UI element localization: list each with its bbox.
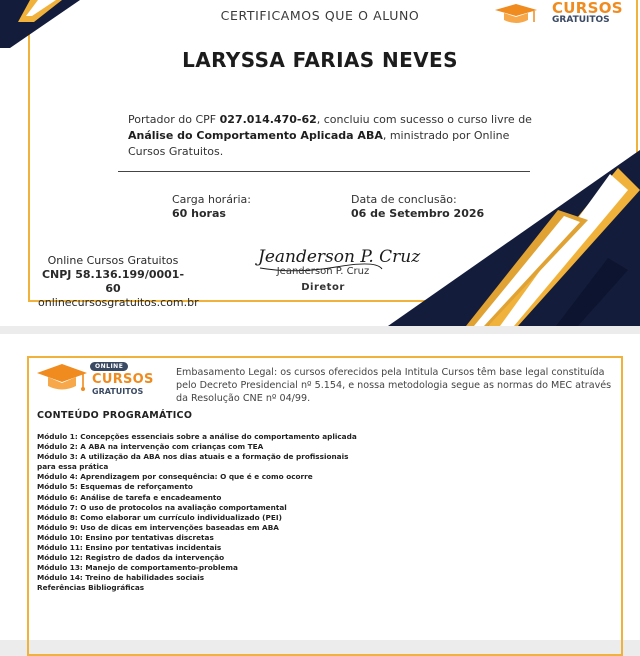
issuer-name: Online Cursos Gratuitos xyxy=(47,254,179,267)
body-middle: , concluiu com sucesso o curso livre de xyxy=(316,113,532,126)
date-label: Data de conclusão: xyxy=(351,193,457,206)
logo-gratuitos-text: GRATUITOS xyxy=(552,15,610,25)
issuer-block xyxy=(38,254,199,310)
svg-text:Jeanderson P. Cruz: Jeanderson P. Cruz xyxy=(258,247,421,267)
certificate-body xyxy=(128,112,538,160)
divider xyxy=(118,171,530,172)
course-name: Análise do Comportamento Aplicada ABA xyxy=(128,129,383,142)
logo-cursos-text: CURSOS xyxy=(552,0,623,17)
issuer-cnpj: CNPJ 58.136.199/0001-60 xyxy=(41,268,185,295)
logo-cursos-text: CURSOS xyxy=(92,372,154,387)
module-item: Módulo 12: Registro de dados da intervenção xyxy=(37,553,225,563)
logo-gratuitos-text: GRATUITOS xyxy=(92,387,144,396)
date-value: 06 de Setembro 2026 xyxy=(351,207,485,220)
module-item: Referências Bibliográficas xyxy=(37,583,145,593)
student-name: LARYSSA FARIAS NEVES xyxy=(182,48,458,72)
module-item: Módulo 7: O uso de protocolos na avaliação comportamental xyxy=(37,502,287,512)
certificate-page xyxy=(0,0,640,326)
issuer-website: onlinecursosgratuitos.com.br xyxy=(38,296,199,309)
program-page xyxy=(0,334,640,640)
module-item: Módulo 9: Uso de dicas em intervenções baseadas em ABA xyxy=(37,522,279,532)
module-list xyxy=(37,432,367,594)
program-logo xyxy=(36,360,156,400)
program-heading: CONTEÚDO PROGRAMÁTICO xyxy=(37,410,193,421)
signer-role: Diretor xyxy=(301,282,345,293)
body-suffix: , ministrado por Online Cursos Gratuitos. xyxy=(128,129,510,158)
body-prefix: Portador do CPF xyxy=(128,113,220,126)
module-item: Módulo 5: Esquemas de reforçamento xyxy=(37,482,193,492)
module-item: Módulo 1: Concepções essenciais sobre a análise do comportamento aplicada xyxy=(37,432,357,441)
cpf-value: 027.014.470-62 xyxy=(219,113,317,126)
module-item: Módulo 8: Como elaborar um currículo individualizado (PEI) xyxy=(37,512,282,522)
module-item: Módulo 4: Aprendizagem por consequência: O que é e como ocorre xyxy=(37,472,313,482)
module-item: Módulo 2: A ABA na intervenção com crianças com TEA xyxy=(37,442,264,452)
graduation-cap-icon xyxy=(36,360,88,394)
module-item: Módulo 3: A utilização da ABA nos dias atuais e a formação de profissionais para essa prática xyxy=(37,452,349,472)
module-item: Módulo 13: Manejo de comportamento-problema xyxy=(37,563,238,573)
certificate-title: CERTIFICAMOS QUE O ALUNO xyxy=(220,8,420,23)
module-item: Módulo 6: Análise de tarefa e encadeamento xyxy=(37,492,222,502)
bottom-right-decoration xyxy=(388,150,640,326)
signer-name: Jeanderson P. Cruz xyxy=(276,266,370,277)
workload-value: 60 horas xyxy=(172,207,226,220)
logo-online-text: ONLINE xyxy=(90,362,128,371)
module-item: Módulo 11: Ensino por tentativas incidentais xyxy=(37,543,222,553)
legal-basis-text: Embasamento Legal: os cursos oferecidos pela Intitula Cursos têm base legal constituída pelo Decreto Presidencial nº 5.154, e nossa metodologia segue as normas do MEC através da Resolução CNE nº 04/99. xyxy=(176,367,612,404)
workload-label: Carga horária: xyxy=(172,193,251,206)
module-item: Módulo 10: Ensino por tentativas discretas xyxy=(37,532,214,542)
module-item: Módulo 14: Treino de habilidades sociais xyxy=(37,573,205,583)
